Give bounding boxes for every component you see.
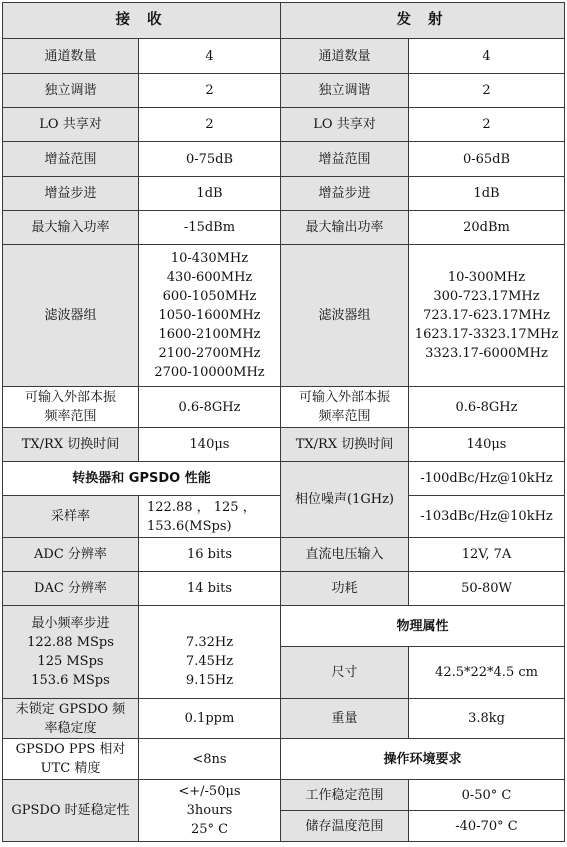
min-step-values: [139, 606, 281, 699]
rx-filter-band: 2700-10000MHz: [154, 365, 265, 380]
size-label: 尺寸: [281, 647, 409, 699]
adc-label: ADC 分辨率: [3, 538, 139, 572]
converter-section-title: 转换器和 GPSDO 性能: [3, 462, 281, 496]
table-row: [3, 177, 565, 211]
value-line: <+/-50μs: [178, 784, 241, 799]
value-line: 3hours: [186, 803, 233, 818]
tx-tuning-label: 独立调谐: [281, 74, 409, 108]
min-step-label: [3, 606, 139, 699]
weight-label: 重量: [281, 699, 409, 739]
pps-value: <8ns: [139, 739, 281, 780]
rx-gain-step-label: 增益步进: [3, 177, 139, 211]
tx-max-power-label: 最大输出功率: [281, 211, 409, 245]
rx-filter-band: 1050-1600MHz: [158, 308, 261, 323]
holdover-label: GPSDO 时延稳定性: [3, 780, 139, 842]
rx-max-power-label: 最大输入功率: [3, 211, 139, 245]
rx-lo-share-label: LO 共享对: [3, 108, 139, 142]
tx-gain-step-value: 1dB: [409, 177, 565, 211]
value-line: 25° C: [190, 822, 229, 837]
rx-tuning-label: 独立调谐: [3, 74, 139, 108]
rx-switch-time-value: 140μs: [139, 428, 281, 462]
tx-filter-band: 10-300MHz: [447, 270, 526, 285]
sample-rate-label: 采样率: [3, 496, 139, 538]
tx-channels-label: 通道数量: [281, 39, 409, 74]
rx-switch-time-label: TX/RX 切换时间: [3, 428, 139, 462]
physical-section-title: 物理属性: [281, 606, 565, 647]
table-row: [3, 739, 565, 780]
table-row: [3, 538, 565, 572]
pps-label: [3, 739, 139, 780]
table-row: [3, 572, 565, 606]
label-line: GPSDO PPS 相对: [15, 742, 126, 757]
unlocked-gpsdo-label: [3, 699, 139, 739]
phase-noise-label: 相位噪声(1GHz): [281, 462, 409, 538]
value-line: 7.32Hz: [185, 634, 234, 650]
operating-temp-label: 工作稳定范围: [281, 780, 409, 811]
tx-max-power-value: 20dBm: [409, 211, 565, 245]
tx-gain-range-label: 增益范围: [281, 142, 409, 177]
label-line: 可输入外部本振: [298, 390, 390, 405]
rx-gain-range-value: 0-75dB: [139, 142, 281, 177]
table-row: [3, 74, 565, 108]
table-row: [3, 462, 565, 496]
table-row: [3, 108, 565, 142]
table-row: [3, 699, 565, 739]
unlocked-gpsdo-value: 0.1ppm: [139, 699, 281, 739]
rx-filter-band: 430-600MHz: [166, 270, 253, 285]
value-line: 9.15Hz: [185, 672, 234, 688]
size-value: 42.5*22*4.5 cm: [409, 647, 565, 699]
rx-gain-range-label: 增益范围: [3, 142, 139, 177]
table-row: [3, 39, 565, 74]
rx-filter-band: 2100-2700MHz: [158, 346, 261, 361]
rx-filter-bank-label: 滤波器组: [3, 245, 139, 387]
label-line: 未锁定 GPSDO 频: [15, 701, 126, 717]
holdover-values: [139, 780, 281, 842]
rx-ext-lo-label: [3, 387, 139, 428]
receive-header: 接 收: [3, 3, 281, 39]
power-value: 50-80W: [409, 572, 565, 606]
label-line: 153.6 MSps: [31, 673, 110, 688]
tx-tuning-value: 2: [409, 74, 565, 108]
phase-noise-value: -103dBc/Hz@10kHz: [409, 496, 565, 538]
label-line: 125 MSps: [37, 654, 104, 669]
storage-temp-value: -40-70° C: [409, 811, 565, 842]
tx-filter-band: 1623.17-3323.17MHz: [414, 327, 559, 342]
table-row: [3, 387, 565, 428]
tx-lo-share-value: 2: [409, 108, 565, 142]
rx-ext-lo-value: 0.6-8GHz: [139, 387, 281, 428]
rx-filter-band: 10-430MHz: [170, 251, 249, 266]
table-row: [3, 211, 565, 245]
rx-filter-band: 1600-2100MHz: [158, 327, 261, 342]
rx-channels-value: 4: [139, 39, 281, 74]
table-row: [3, 780, 565, 811]
label-line: 率稳定度: [44, 720, 97, 736]
filter-bank-row: [3, 245, 565, 387]
dc-input-label: 直流电压输入: [281, 538, 409, 572]
dac-value: 14 bits: [139, 572, 281, 606]
value-line: 7.45Hz: [185, 653, 234, 669]
tx-filter-bank-label: 滤波器组: [281, 245, 409, 387]
label-line: 最小频率步进: [31, 616, 110, 631]
tx-ext-lo-label: [281, 387, 409, 428]
label-line: 频率范围: [44, 409, 97, 424]
power-label: 功耗: [281, 572, 409, 606]
rx-gain-step-value: 1dB: [139, 177, 281, 211]
tx-lo-share-label: LO 共享对: [281, 108, 409, 142]
label-line: UTC 精度: [40, 761, 101, 776]
label-line: 频率范围: [318, 409, 371, 424]
table-row: [3, 428, 565, 462]
tx-ext-lo-value: 0.6-8GHz: [409, 387, 565, 428]
rx-tuning-value: 2: [139, 74, 281, 108]
tx-gain-step-label: 增益步进: [281, 177, 409, 211]
adc-value: 16 bits: [139, 538, 281, 572]
spec-table: [2, 2, 565, 842]
tx-channels-value: 4: [409, 39, 565, 74]
storage-temp-label: 储存温度范围: [281, 811, 409, 842]
rx-filter-bank-values: [139, 245, 281, 387]
label-line: 可输入外部本振: [24, 390, 116, 405]
operating-temp-value: 0-50° C: [409, 780, 565, 811]
transmit-header: 发 射: [281, 3, 565, 39]
weight-value: 3.8kg: [409, 699, 565, 739]
value-line: 153.6(MSps): [147, 518, 232, 534]
tx-switch-time-value: 140μs: [409, 428, 565, 462]
rx-lo-share-value: 2: [139, 108, 281, 142]
header-row: [3, 3, 565, 39]
dc-input-value: 12V, 7A: [409, 538, 565, 572]
table-row: [3, 606, 565, 647]
value-line: 122.88 ， 125 ，: [147, 499, 256, 515]
tx-filter-band: 723.17-623.17MHz: [423, 308, 550, 323]
table-row: [3, 142, 565, 177]
tx-switch-time-label: TX/RX 切换时间: [281, 428, 409, 462]
rx-max-power-value: -15dBm: [139, 211, 281, 245]
rx-channels-label: 通道数量: [3, 39, 139, 74]
tx-filter-band: 300-723.17MHz: [433, 289, 540, 304]
environment-section-title: 操作环境要求: [281, 739, 565, 780]
label-line: 122.88 MSps: [27, 635, 114, 650]
dac-label: DAC 分辨率: [3, 572, 139, 606]
phase-noise-value: -100dBc/Hz@10kHz: [409, 462, 565, 496]
tx-filter-bank-values: [409, 245, 565, 387]
tx-filter-band: 3323.17-6000MHz: [425, 346, 548, 361]
tx-gain-range-value: 0-65dB: [409, 142, 565, 177]
sample-rate-value: [139, 496, 281, 538]
rx-filter-band: 600-1050MHz: [162, 289, 257, 304]
